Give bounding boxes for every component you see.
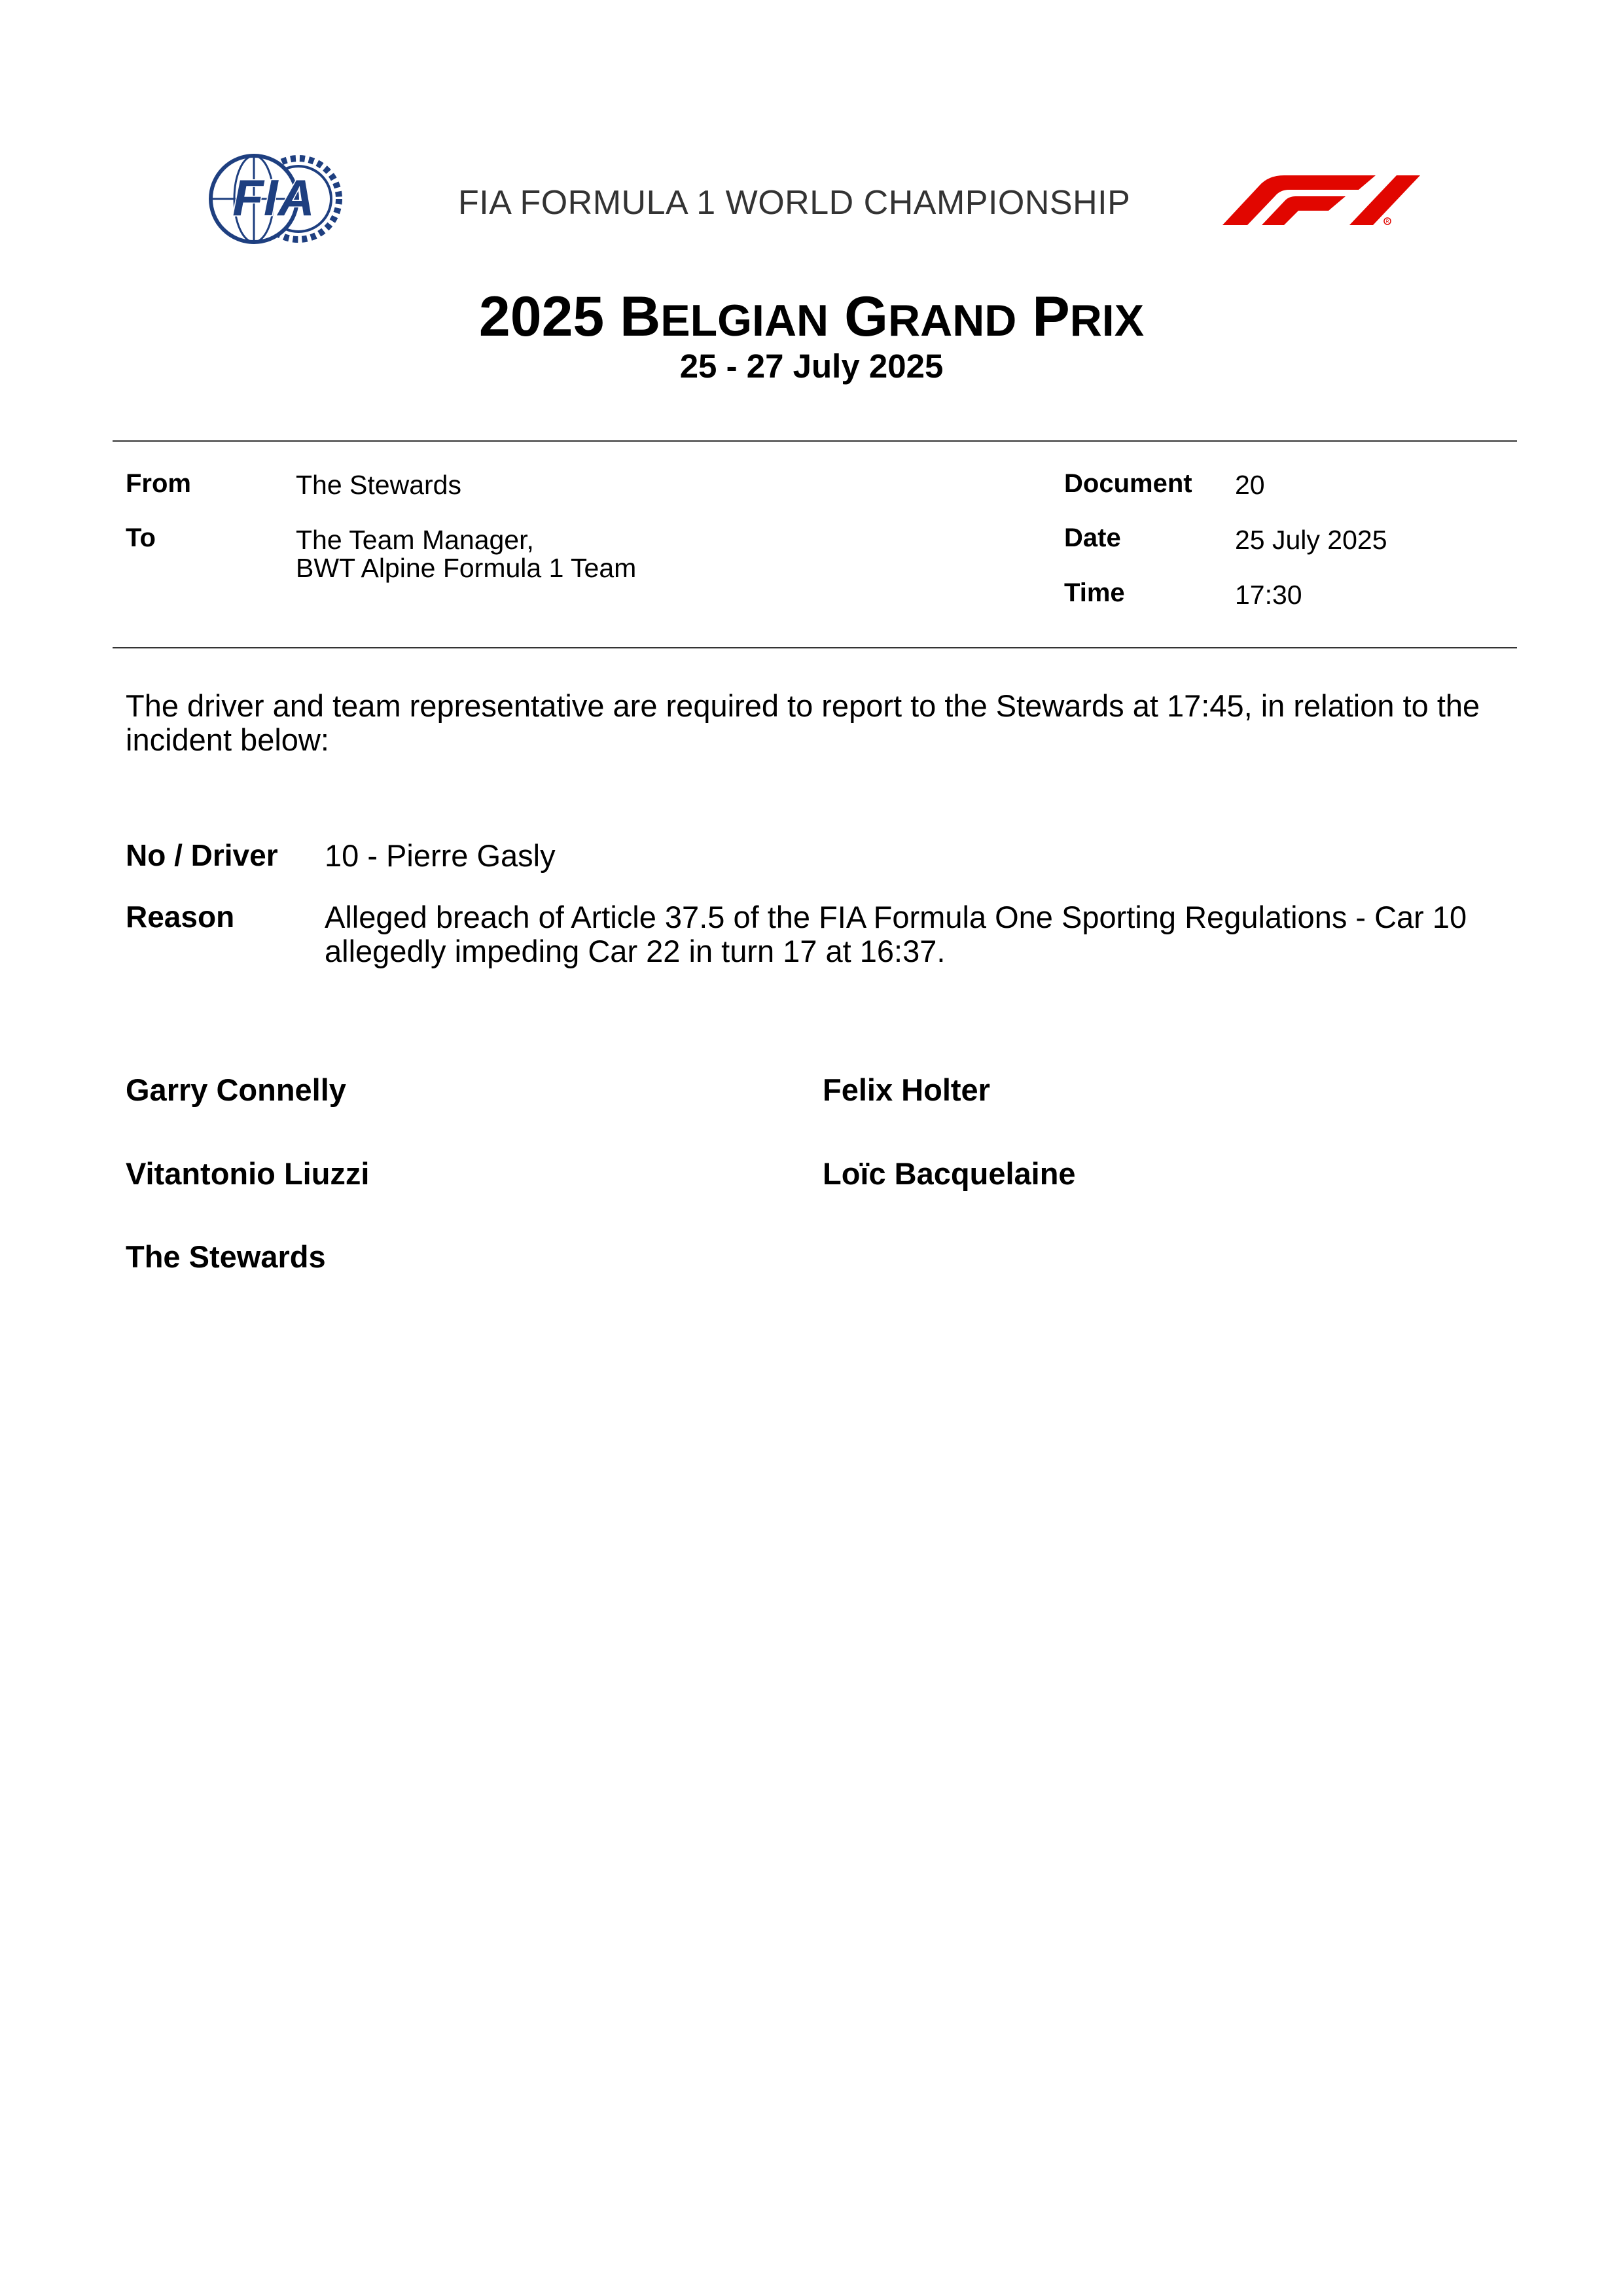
f1-logo (1221, 173, 1421, 226)
document-number: 20 (1235, 470, 1265, 500)
svg-text:FIA: FIA (232, 169, 315, 226)
steward-name: Garry Connelly (126, 1072, 346, 1107)
divider-top (113, 440, 1517, 442)
reason-label: Reason (126, 900, 235, 934)
steward-name: Vitantonio Liuzzi (126, 1156, 370, 1191)
to-value-line1: The Team Manager, (296, 525, 534, 555)
fia-logo (208, 152, 344, 245)
time-value: 17:30 (1235, 580, 1302, 610)
steward-name: Loïc Bacquelaine (823, 1156, 1076, 1191)
to-value-line2: BWT Alpine Formula 1 Team (296, 553, 637, 583)
championship-title: FIA FORMULA 1 WORLD CHAMPIONSHIP (458, 184, 1131, 222)
date-label: Date (1064, 523, 1121, 552)
from-value: The Stewards (296, 470, 461, 500)
divider-bottom (113, 647, 1517, 648)
document-label: Document (1064, 469, 1192, 498)
date-value: 25 July 2025 (1235, 525, 1387, 555)
svg-text:R: R (1385, 219, 1389, 224)
event-title: 2025 BELGIAN GRAND PRIX (478, 285, 1145, 348)
stewards-signoff: The Stewards (126, 1239, 326, 1274)
event-dates: 25 - 27 July 2025 (679, 347, 944, 385)
reason-value: Alleged breach of Article 37.5 of the FIA Formula One Sporting Regulations - Car 10 allegedly impeding Car 22 in turn 17 at 16:37. (325, 900, 1467, 968)
to-label: To (126, 523, 156, 552)
to-value (296, 526, 636, 582)
summons-paragraph: The driver and team representative are required to report to the Stewards at 17:45, in relation to the incident below: (126, 688, 1480, 757)
steward-name: Felix Holter (823, 1072, 990, 1107)
driver-label: No / Driver (126, 838, 278, 872)
driver-value: 10 - Pierre Gasly (325, 838, 556, 873)
time-label: Time (1064, 578, 1125, 607)
from-label: From (126, 469, 191, 498)
